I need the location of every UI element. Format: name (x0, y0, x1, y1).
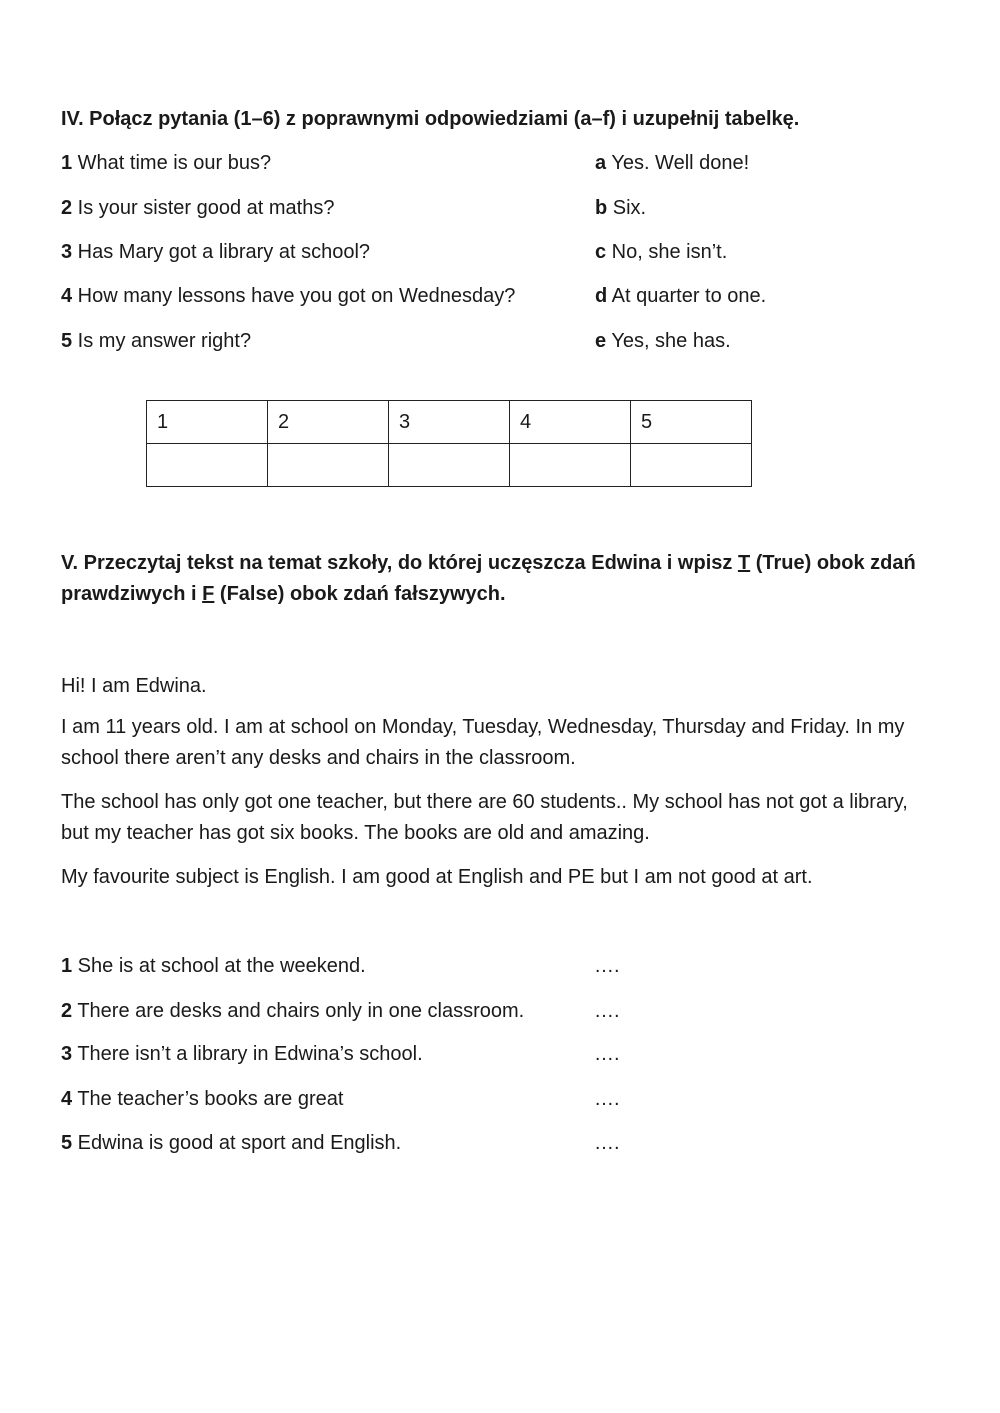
statement-text: The teacher’s books are great (72, 1088, 344, 1110)
statement-number: 4 (61, 1088, 73, 1110)
statement-4-blank[interactable]: …. (594, 1088, 620, 1110)
question-number: 5 (61, 330, 73, 352)
question-number: 2 (61, 197, 73, 219)
true-marker: T (737, 552, 751, 574)
greeting: Hi! I am Edwina. (61, 675, 207, 697)
section-5-instruction-part: prawdziwych i (61, 583, 203, 605)
answer-d (595, 285, 766, 308)
section-5-instruction-part: (True) obok zdań (750, 552, 916, 574)
question-number: 1 (61, 152, 73, 174)
question-number: 4 (61, 285, 73, 307)
paragraph-1: I am 11 years old. I am at school on Monday, Tuesday, Wednesday, Thursday and Friday. In my school there aren’t any desks and chairs in the classroom. (61, 716, 905, 769)
statement-number: 2 (61, 1000, 73, 1022)
answer-letter: c (595, 241, 607, 263)
answer-text: Six. (607, 197, 647, 219)
statement-text: There isn’t a library in Edwina’s school. (72, 1043, 423, 1065)
statement-text: There are desks and chairs only in one classroom. (72, 1000, 525, 1022)
answer-cell-5[interactable] (631, 444, 752, 487)
section-4-title (61, 108, 799, 131)
answer-table (146, 400, 752, 487)
section-5-instruction-part: (False) obok zdań fałszywych. (214, 583, 506, 605)
statement-number: 3 (61, 1043, 73, 1065)
answer-cell-3[interactable] (389, 444, 510, 487)
statement-5-blank[interactable]: …. (594, 1132, 620, 1154)
statement-text: She is at school at the weekend. (72, 955, 366, 977)
answer-text: At quarter to one. (607, 285, 767, 307)
question-4 (61, 285, 515, 308)
question-text: What time is our bus? (72, 152, 272, 174)
paragraph-3: My favourite subject is English. I am good at English and PE but I am not good at art. (61, 866, 813, 888)
section-5-number: V (61, 552, 73, 574)
answer-letter: b (595, 197, 608, 219)
answer-e (595, 330, 731, 353)
question-3 (61, 241, 370, 264)
statement-1-blank[interactable]: …. (594, 955, 620, 977)
statement-text: Edwina is good at sport and English. (72, 1132, 402, 1154)
answer-c (595, 241, 727, 264)
answer-letter: e (595, 330, 607, 352)
answer-table-header-3: 3 (389, 401, 510, 444)
answer-table-header-1: 1 (147, 401, 268, 444)
answer-text: No, she isn’t. (606, 241, 728, 263)
answer-letter: a (595, 152, 607, 174)
question-number: 3 (61, 241, 73, 263)
section-5-instruction-part: . Przeczytaj tekst na temat szkoły, do której uczęszcza Edwina i wpisz (72, 552, 738, 574)
question-text: Has Mary got a library at school? (72, 241, 371, 263)
answer-table-header-row (147, 401, 752, 444)
statement-2 (61, 1000, 524, 1023)
statement-2-blank[interactable]: …. (594, 1000, 620, 1022)
answer-table-header-5: 5 (631, 401, 752, 444)
question-5 (61, 330, 251, 353)
answer-table-header-2: 2 (268, 401, 389, 444)
section-5-title-line-2 (61, 583, 506, 606)
answer-cell-2[interactable] (268, 444, 389, 487)
question-text: Is your sister good at maths? (72, 197, 335, 219)
section-4-number: IV (61, 108, 79, 130)
false-marker: F (202, 583, 215, 605)
question-text: How many lessons have you got on Wednesday? (72, 285, 516, 307)
answer-b (595, 197, 646, 220)
statement-1 (61, 955, 366, 978)
answer-cell-1[interactable] (147, 444, 268, 487)
section-5-title-line-1 (61, 552, 916, 575)
question-text: Is my answer right? (72, 330, 252, 352)
answer-table-input-row (147, 444, 752, 487)
answer-text: Yes. Well done! (606, 152, 750, 174)
question-1 (61, 152, 271, 175)
statement-number: 1 (61, 955, 73, 977)
answer-text: Yes, she has. (606, 330, 731, 352)
statement-3-blank[interactable]: …. (594, 1043, 620, 1065)
paragraph-2: The school has only got one teacher, but there are 60 students.. My school has not got a library, but my teacher has got six books. The books are old and amazing. (61, 791, 908, 844)
answer-a (595, 152, 749, 175)
question-2 (61, 197, 334, 220)
answer-cell-4[interactable] (510, 444, 631, 487)
statement-number: 5 (61, 1132, 73, 1154)
statement-5 (61, 1132, 401, 1155)
section-4-instruction: . Połącz pytania (1–6) z poprawnymi odpowiedziami (a–f) i uzupełnij tabelkę. (78, 108, 800, 130)
answer-letter: d (595, 285, 608, 307)
statement-4 (61, 1088, 343, 1111)
statement-3 (61, 1043, 423, 1066)
answer-table-header-4: 4 (510, 401, 631, 444)
